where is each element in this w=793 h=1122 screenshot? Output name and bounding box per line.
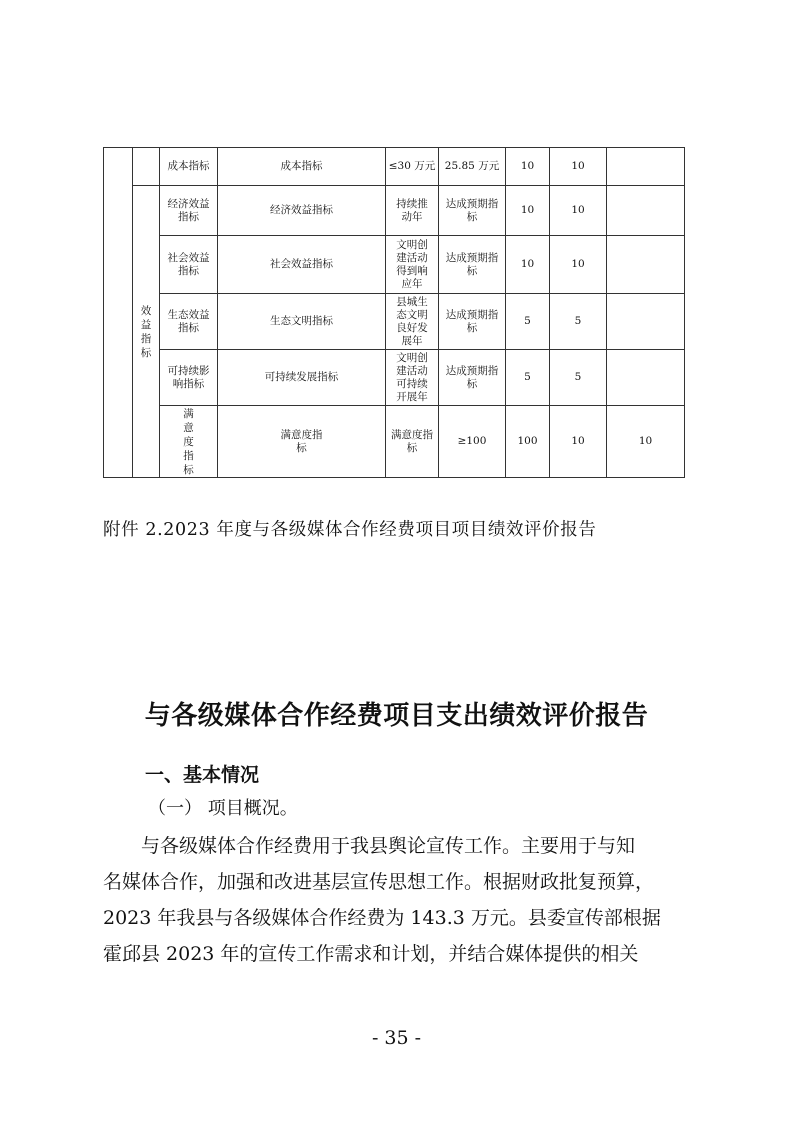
table-cell: 成本指标 <box>160 148 218 186</box>
table-cell: 经济效益 指标 <box>160 186 218 236</box>
satisfaction-indicator-label: 满 意 度 指 标 <box>160 406 218 478</box>
table-cell: 达成预期指 标 <box>439 350 506 406</box>
table-cell: 5 <box>506 350 550 406</box>
table-cell: ≥100 <box>439 406 506 478</box>
table-row <box>104 406 685 478</box>
report-title: 与各级媒体合作经费项目支出绩效评价报告 <box>144 701 649 731</box>
table-cell: 经济效益指标 <box>218 186 386 236</box>
table-cell: 可持续影 响指标 <box>160 350 218 406</box>
table-row <box>104 350 685 406</box>
table-cell: 达成预期指 标 <box>439 186 506 236</box>
attachment-heading: 附件 2.2023 年度与各级媒体合作经费项目项目绩效评价报告 <box>103 520 597 540</box>
table-cell: 可持续发展指标 <box>218 350 386 406</box>
table-cell <box>607 148 685 186</box>
table-row <box>104 148 685 186</box>
table-cell: 5 <box>550 294 607 350</box>
paragraph-line: 2023 年我县与各级媒体合作经费为 143.3 万元。县委宣传部根据 <box>103 907 661 929</box>
table-cell: ≤30 万元 <box>386 148 439 186</box>
body-paragraph <box>103 828 689 972</box>
table-cell: 生态效益 指标 <box>160 294 218 350</box>
table-row <box>104 186 685 236</box>
table-cell: 县城生 态文明 良好发 展年 <box>386 294 439 350</box>
table-cell: 10 <box>506 236 550 294</box>
table-cell: 文明创 建活动 得到响 应年 <box>386 236 439 294</box>
table-cell: 10 <box>506 186 550 236</box>
table-cell: 10 <box>550 236 607 294</box>
table-cell: 10 <box>550 148 607 186</box>
table-cell: 生态文明指标 <box>218 294 386 350</box>
table-cell: 文明创 建活动 可持续 开展年 <box>386 350 439 406</box>
table-cell <box>104 148 133 478</box>
table-cell: 达成预期指 标 <box>439 294 506 350</box>
table-cell: 社会效益指标 <box>218 236 386 294</box>
table-cell: 满意度指标 <box>386 406 439 478</box>
table-cell: 5 <box>550 350 607 406</box>
table-cell: 10 <box>550 406 607 478</box>
table-cell <box>607 294 685 350</box>
table-cell <box>607 350 685 406</box>
section-heading: 一、基本情况 <box>145 764 260 786</box>
table-cell: 满意度指 标 <box>218 406 386 478</box>
table-cell: 25.85 万元 <box>439 148 506 186</box>
paragraph-line: 霍邱县 2023 年的宣传工作需求和计划，并结合媒体提供的相关 <box>103 943 639 965</box>
table-row <box>104 294 685 350</box>
paragraph-line: 与各级媒体合作经费用于我县舆论宣传工作。主要用于与知 <box>141 835 636 857</box>
table-row <box>104 236 685 294</box>
table-cell: 10 <box>607 406 685 478</box>
performance-indicator-table <box>103 147 685 478</box>
table-cell <box>607 236 685 294</box>
table-cell: 持续推 动年 <box>386 186 439 236</box>
table-cell: 社会效益 指标 <box>160 236 218 294</box>
benefit-indicator-label: 效 益 指 标 <box>133 186 160 478</box>
page-number: - 35 - <box>371 1027 422 1049</box>
table-cell <box>607 186 685 236</box>
table-cell: 成本指标 <box>218 148 386 186</box>
table-cell: 5 <box>506 294 550 350</box>
table-cell: 10 <box>550 186 607 236</box>
table-cell: 达成预期指 标 <box>439 236 506 294</box>
table-cell <box>133 148 160 186</box>
table-cell: 10 <box>506 148 550 186</box>
paragraph-line: 名媒体合作，加强和改进基层宣传思想工作。根据财政批复预算， <box>103 871 655 893</box>
table-cell: 100 <box>506 406 550 478</box>
subsection-heading: （一） 项目概况。 <box>148 798 298 819</box>
